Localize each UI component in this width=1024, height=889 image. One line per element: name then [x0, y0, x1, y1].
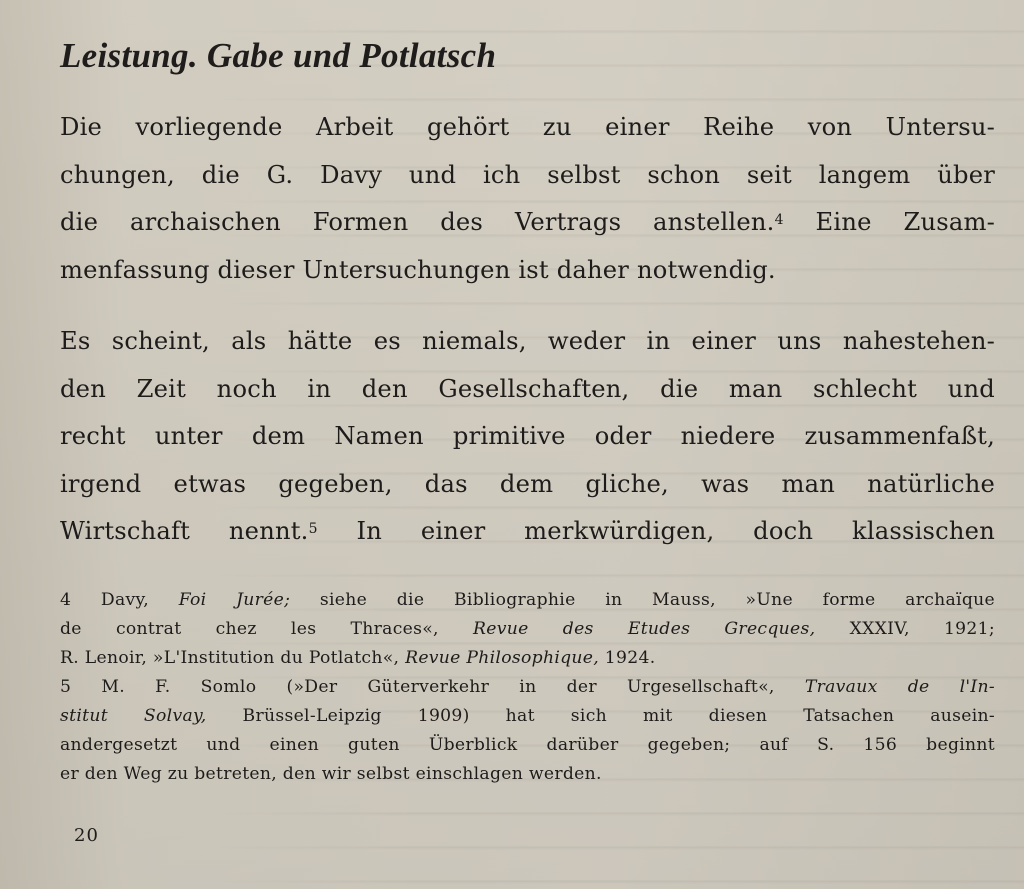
- footnotes: [60, 586, 995, 789]
- footnote-line: [60, 673, 995, 702]
- text-line: chungen, die G. Davy und ich selbst schon seit langem über: [60, 160, 995, 189]
- footnote-marker: 4: [774, 212, 784, 228]
- footnote-text: Brüssel-Leipzig 1909) hat sich mit diesen Tatsachen ausein-: [206, 705, 995, 726]
- text-line: menfassung dieser Untersuchungen ist daher notwendig.: [60, 255, 776, 284]
- text-line: die archaischen Formen des Vertrags anstellen.$^4$ Eine Zusam-: [60, 208, 995, 236]
- text-line: Die vorliegende Arbeit gehört zu einer Reihe von Untersu-: [60, 113, 995, 141]
- page-number: 20: [74, 825, 99, 846]
- footnote-text: 1924.: [599, 647, 656, 668]
- footnote-italic-text: Travaux de l'In-: [804, 676, 995, 697]
- footnote-2: [60, 673, 995, 789]
- footnote-italic-text: Foi Jurée;: [178, 589, 291, 610]
- footnote-italic-text: Revue des Etudes Grecques,: [473, 618, 816, 639]
- text-line: Es scheint, als hätte es niemals, weder in einer uns nahestehen-: [60, 327, 995, 355]
- text-line: Wirtschaft nennt.$^5$ In einer merkwürdigen, doch klassischen: [60, 517, 995, 545]
- footnote-text: 5 M. F. Somlo (»Der Güterverkehr in der Urgesellschaft«,: [60, 676, 805, 697]
- text-line: recht unter dem Namen primitive oder niedere zusammenfaßt,: [60, 422, 995, 450]
- footnote-text: er den Weg zu betreten, den wir selbst einschlagen werden.: [60, 763, 602, 784]
- footnote-text: 4 Davy,: [60, 589, 179, 610]
- footnote-1: [60, 586, 995, 673]
- footnote-line: [60, 615, 995, 644]
- footnote-marker: 5: [308, 521, 318, 537]
- footnote-italic-text: Revue Philosophique,: [405, 647, 600, 668]
- footnote-text: andergesetzt und einen guten Überblick darüber gegeben; auf S. 156 beginnt: [60, 734, 995, 755]
- footnote-line: [60, 586, 995, 615]
- footnote-line: [60, 702, 995, 731]
- footnote-text: R. Lenoir, »L'Institution du Potlatch«,: [60, 647, 406, 668]
- section-title: Leistung. Gabe und Potlatsch: [60, 36, 497, 75]
- footnote-italic-text: stitut Solvay,: [60, 705, 207, 726]
- paragraph-1: [60, 104, 995, 294]
- footnote-text: XXXIV, 1921;: [815, 618, 995, 639]
- book-page: [60, 36, 995, 789]
- text-line: den Zeit noch in den Gesellschaften, die man schlecht und: [60, 374, 995, 403]
- footnote-text: de contrat chez les Thraces«,: [60, 618, 474, 639]
- paragraph-2: [60, 318, 995, 556]
- footnote-text: siehe die Bibliographie in Mauss, »Une forme archaïque: [290, 589, 995, 610]
- text-line: irgend etwas gegeben, das dem gliche, was man natürliche: [60, 469, 995, 498]
- main-text: [60, 104, 995, 556]
- footnote-line: [60, 644, 995, 673]
- footnote-line: [60, 731, 995, 760]
- footnote-line: [60, 760, 995, 789]
